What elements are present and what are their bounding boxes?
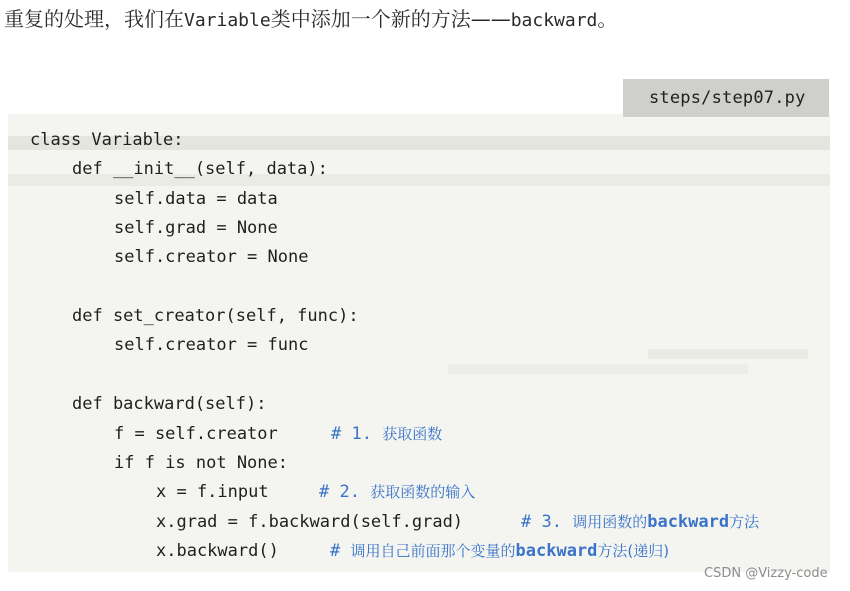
intro-method-name: backward [510,10,598,31]
file-name-tab: steps/step07.py [623,79,829,117]
code-comment-number: # 2. [319,482,360,503]
code-line [114,451,288,475]
code-comment-number: # 3. [521,511,562,532]
code-line [72,157,328,181]
code-line [156,480,476,504]
intro-suffix: 。 [597,7,618,31]
code-comment [331,422,442,446]
code-comment [330,539,669,563]
intro-class-name: Variable [184,10,271,31]
code-line [114,187,278,211]
code-text: def set_creator(self, func): [72,306,359,327]
show-through-bar [448,364,748,374]
code-comment-number: # 1. [331,423,372,444]
code-text: f = self.creator [114,423,278,444]
intro-paragraph [4,4,617,36]
code-text: x.grad = f.backward(self.grad) [156,511,464,532]
code-line [114,245,308,269]
code-text: self.creator = func [114,335,309,356]
intro-prefix: 重复的处理，我们在 [4,7,184,31]
intro-middle: 类中添加一个新的方法—— [270,7,511,31]
code-comment-number: # [330,540,341,561]
code-text: if f is not None: [114,452,288,473]
code-line [156,539,670,563]
code-text: x.backward() [156,540,279,561]
code-comment-text: 方法(递归) [597,541,670,560]
code-line [114,216,278,240]
code-comment-text: 调用函数的 [572,512,648,531]
code-text: def __init__(self, data): [72,159,328,180]
code-text: x = f.input [156,482,269,503]
code-comment [521,510,759,534]
code-line [114,333,308,357]
code-comment-text: 调用自己前面那个变量的 [350,541,516,560]
code-line [72,392,266,416]
watermark: CSDN @Vizzy-code [704,566,828,581]
code-text: class Variable: [30,130,184,150]
code-text: self.creator = None [114,247,309,268]
show-through-bar [648,349,808,359]
code-comment-keyword: backward [647,511,730,532]
code-comment-text: 获取函数的输入 [370,483,476,502]
code-comment-text: 方法 [729,512,760,531]
code-comment-keyword: backward [515,540,598,561]
code-text: self.grad = None [114,218,278,239]
code-line [72,304,359,328]
code-line [30,128,184,152]
code-text: def backward(self): [72,394,267,415]
code-comment [319,480,475,504]
code-text: self.data = data [114,188,278,209]
code-line [114,422,443,446]
code-comment-text: 获取函数 [382,424,443,443]
code-line [156,510,760,534]
